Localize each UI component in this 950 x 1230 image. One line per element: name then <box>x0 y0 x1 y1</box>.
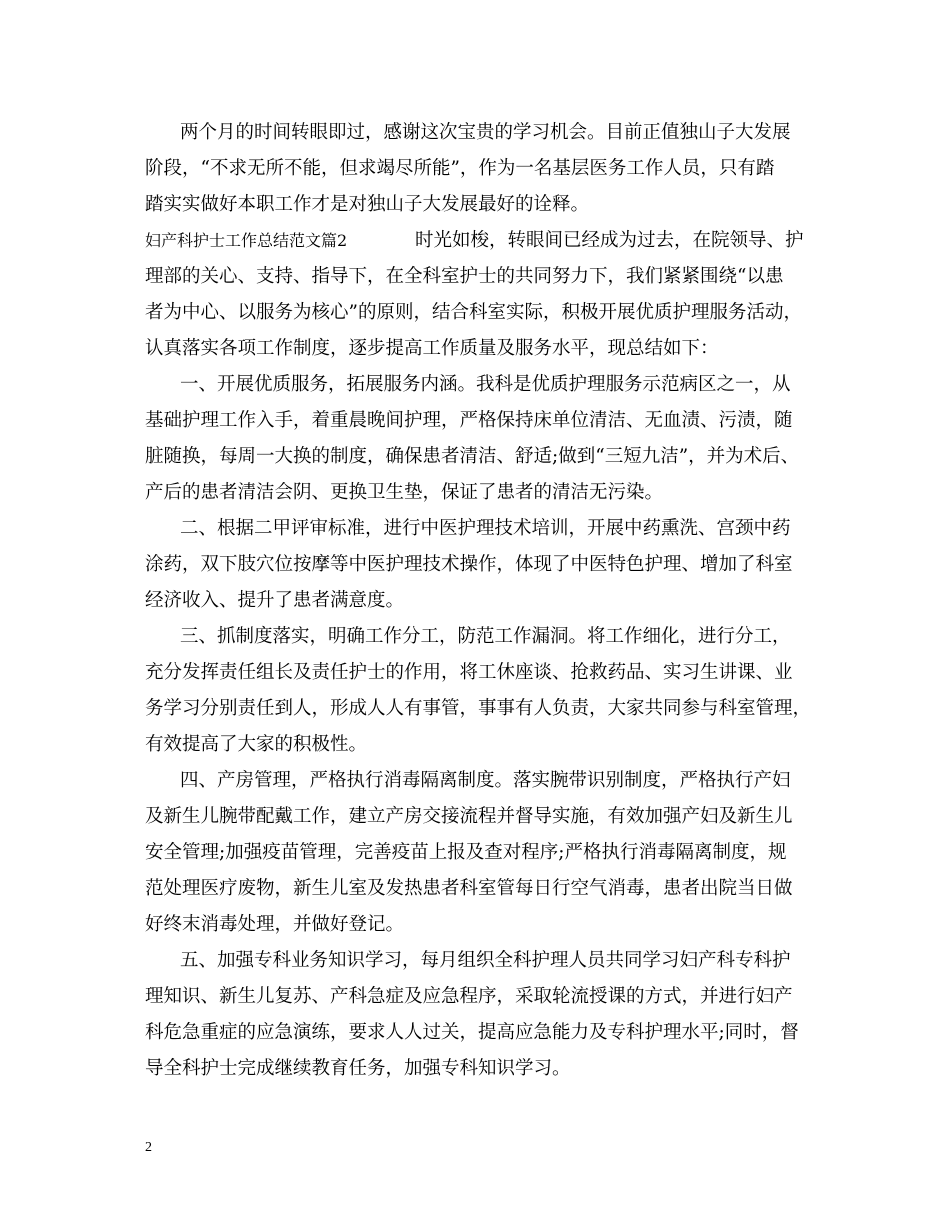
text-line: 科危急重症的应急演练，要求人人过关，提高应急能力及专科护理水平;同时，督 <box>145 1022 799 1043</box>
text-line: 范处理医疗废物，新生儿室及发热患者科室管每日行空气消毒，患者出院当日做 <box>145 878 793 899</box>
text-line: 三、抓制度落实，明确工作分工，防范工作漏洞。将工作细化，进行分工， <box>180 626 791 647</box>
text-line: 基础护理工作入手，着重晨晚间护理，严格保持床单位清洁、无血渍、污渍，随 <box>145 410 793 431</box>
text-line: 好终末消毒处理，并做好登记。 <box>145 914 405 935</box>
text-line: 务学习分别责任到人，形成人人有事管，事事有人负责，大家共同参与科室管理， <box>145 698 812 719</box>
text-line: 安全管理;加强疫苗管理，完善疫苗上报及查对程序;严格执行消毒隔离制度，规 <box>145 842 787 863</box>
text-line: 产后的患者清洁会阴、更换卫生垫，保证了患者的清洁无污染。 <box>145 482 664 503</box>
text-line: 理知识、新生儿复苏、产科急症及应急程序，采取轮流授课的方式，并进行妇产 <box>145 986 793 1007</box>
intro-paragraph <box>145 115 845 223</box>
paragraph <box>145 511 845 619</box>
text-line: 充分发挥责任组长及责任护士的作用，将工休座谈、抢救药品、实习生讲课、业 <box>145 662 793 683</box>
paragraph <box>145 367 845 511</box>
text-line: 时光如梭，转眼间已经成为过去，在院领导、护 <box>415 230 804 251</box>
text-line: 导全科护士完成继续教育任务，加强专科知识学习。 <box>145 1058 571 1079</box>
text-line: 及新生儿腕带配戴工作，建立产房交接流程并督导实施，有效加强产妇及新生儿 <box>145 806 793 827</box>
text-line: 四、产房管理，严格执行消毒隔离制度。落实腕带识别制度，严格执行产妇 <box>180 770 791 791</box>
text-line: 者为中心、以服务为核心”的原则，结合科室实际，积极开展优质护理服务活动， <box>145 302 802 323</box>
text-line: 二、根据二甲评审标准，进行中医护理技术培训，开展中药熏洗、宫颈中药 <box>180 518 791 539</box>
text-line: 脏随换，每周一大换的制度，确保患者清洁、舒适;做到“三短九洁”，并为术后、 <box>145 446 800 467</box>
paragraph <box>145 943 845 1087</box>
text-line: 经济收入、提升了患者满意度。 <box>145 590 405 611</box>
text-line: 阶段，“不求无所不能，但求竭尽所能”，作为一名基层医务工作人员，只有踏 <box>145 158 775 179</box>
document-body <box>145 115 845 1087</box>
paragraph <box>145 619 845 763</box>
text-line: 五、加强专科业务知识学习，每月组织全科护理人员共同学习妇产科专科护 <box>180 950 791 971</box>
page-number: 2 <box>145 1140 152 1155</box>
text-line: 认真落实各项工作制度，逐步提高工作质量及服务水平，现总结如下： <box>145 338 719 359</box>
text-line: 踏实实做好本职工作才是对独山子大发展最好的诠释。 <box>145 194 590 215</box>
paragraph <box>145 763 845 943</box>
text-line: 一、开展优质服务，拓展服务内涵。我科是优质护理服务示范病区之一，从 <box>180 374 791 395</box>
text-line: 涂药，双下肢穴位按摩等中医护理技术操作，体现了中医特色护理、增加了科室 <box>145 554 793 575</box>
text-line: 有效提高了大家的积极性。 <box>145 734 368 755</box>
section-first-line <box>145 223 845 259</box>
section-heading: 妇产科护士工作总结范文篇2 <box>145 231 348 250</box>
text-line: 理部的关心、支持、指导下，在全科室护士的共同努力下，我们紧紧围绕“以患 <box>145 266 784 287</box>
section <box>145 223 845 367</box>
text-line: 两个月的时间转眼即过，感谢这次宝贵的学习机会。目前正值独山子大发展 <box>180 122 791 143</box>
